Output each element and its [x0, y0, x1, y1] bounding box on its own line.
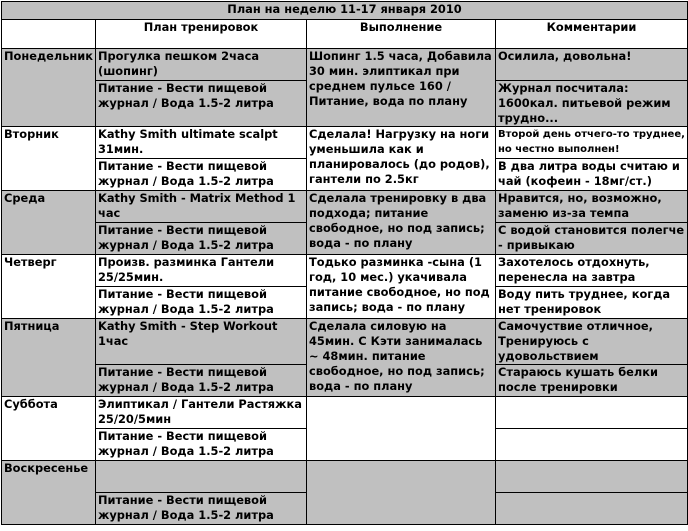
done-cell: Тодько разминка -сына (1 год, 10 мес.) укачивала питание свободное, но под запись; вода - по плану — [307, 255, 496, 319]
day-row-training — [2, 397, 688, 429]
training-cell: Прогулка пешком 2часа (шопинг) — [96, 49, 307, 81]
comment-cell: Осилила, довольна! — [496, 49, 688, 81]
comment-cell: Второй день отчего-то труднее, но честно выполнен! — [496, 127, 688, 159]
title-row — [2, 2, 688, 20]
done-cell: Сделала тренировку в два подхода; питание свободное, но под запись; вода - по плану — [307, 191, 496, 255]
nutrition-cell: Питание - Вести пищевой журнал / Вода 1.5-2 литра — [96, 493, 307, 525]
day-row-training — [2, 255, 688, 287]
day-name: Пятница — [2, 319, 96, 397]
comment-cell — [496, 461, 688, 493]
training-cell: Kathy Smith ultimate scalpt 31мин. — [96, 127, 307, 159]
training-cell: Произв. разминка Гантели 25/25мин. — [96, 255, 307, 287]
nutrition-cell: Питание - Вести пищевой журнал / Вода 1.5-2 литра — [96, 81, 307, 127]
day-name: Понедельник — [2, 49, 96, 127]
day-row-training — [2, 49, 688, 81]
comment-cell: С водой становится полегче - привыкаю — [496, 223, 688, 255]
comment-cell — [496, 429, 688, 461]
training-cell: Элиптикал / Гантели Растяжка 25/20/5мин — [96, 397, 307, 429]
header-comment: Комментарии — [496, 20, 688, 49]
comment-cell: Воду пить труднее, когда нет тренировок — [496, 287, 688, 319]
nutrition-cell: Питание - Вести пищевой журнал / Вода 1.5-2 литра — [96, 365, 307, 397]
day-row-training — [2, 461, 688, 493]
nutrition-cell: Питание - Вести пищевой журнал / Вода 1.5-2 литра — [96, 429, 307, 461]
comment-cell: Стараюсь кушать белки после тренировки — [496, 365, 688, 397]
weekly-plan-table — [1, 1, 688, 525]
comment-cell: Захотелось отдохнуть, перенесла на завтра — [496, 255, 688, 287]
day-name: Четверг — [2, 255, 96, 319]
day-row-training — [2, 127, 688, 159]
training-cell — [96, 461, 307, 493]
done-cell: Сделала! Нагрузку на ноги уменьшила как и планировалось (до родов), гантели по 2.5кг — [307, 127, 496, 191]
day-name: Суббота — [2, 397, 96, 461]
training-cell: Kathy Smith - Matrix Method 1 час — [96, 191, 307, 223]
nutrition-cell: Питание - Вести пищевой журнал / Вода 1.5-2 литра — [96, 159, 307, 191]
comment-cell: Нравится, но, возможно, заменю из-за темпа — [496, 191, 688, 223]
nutrition-cell: Питание - Вести пищевой журнал / Вода 1.5-2 литра — [96, 287, 307, 319]
table-title: План на неделю 11-17 января 2010 — [2, 2, 688, 20]
day-name: Вторник — [2, 127, 96, 191]
comment-cell: Журнал посчитала: 1600кал. питьевой режим трудно... — [496, 81, 688, 127]
header-done: Выполнение — [307, 20, 496, 49]
day-row-training — [2, 319, 688, 365]
day-name: Воскресенье — [2, 461, 96, 525]
header-plan: План тренировок — [96, 20, 307, 49]
comment-cell — [496, 493, 688, 525]
done-cell: Шопинг 1.5 часа, Добавила 30 мин. элиптикал при среднем пульсе 160 / Питание, вода по плану — [307, 49, 496, 127]
training-cell: Kathy Smith - Step Workout 1час — [96, 319, 307, 365]
done-cell — [307, 461, 496, 525]
day-row-training — [2, 191, 688, 223]
header-row — [2, 20, 688, 49]
nutrition-cell: Питание - Вести пищевой журнал / Вода 1.5-2 литра — [96, 223, 307, 255]
comment-cell: Самочуствие отличное, Тренируюсь с удовольствием — [496, 319, 688, 365]
done-cell — [307, 397, 496, 461]
day-name: Среда — [2, 191, 96, 255]
comment-cell — [496, 397, 688, 429]
header-day — [2, 20, 96, 49]
done-cell: Сделала силовую на 45мин. С Кэти занималась ~ 48мин. питание свободное, но под запись; вода - по плану — [307, 319, 496, 397]
comment-cell: В два литра воды считаю и чай (кофеин - 18мг/ст.) — [496, 159, 688, 191]
